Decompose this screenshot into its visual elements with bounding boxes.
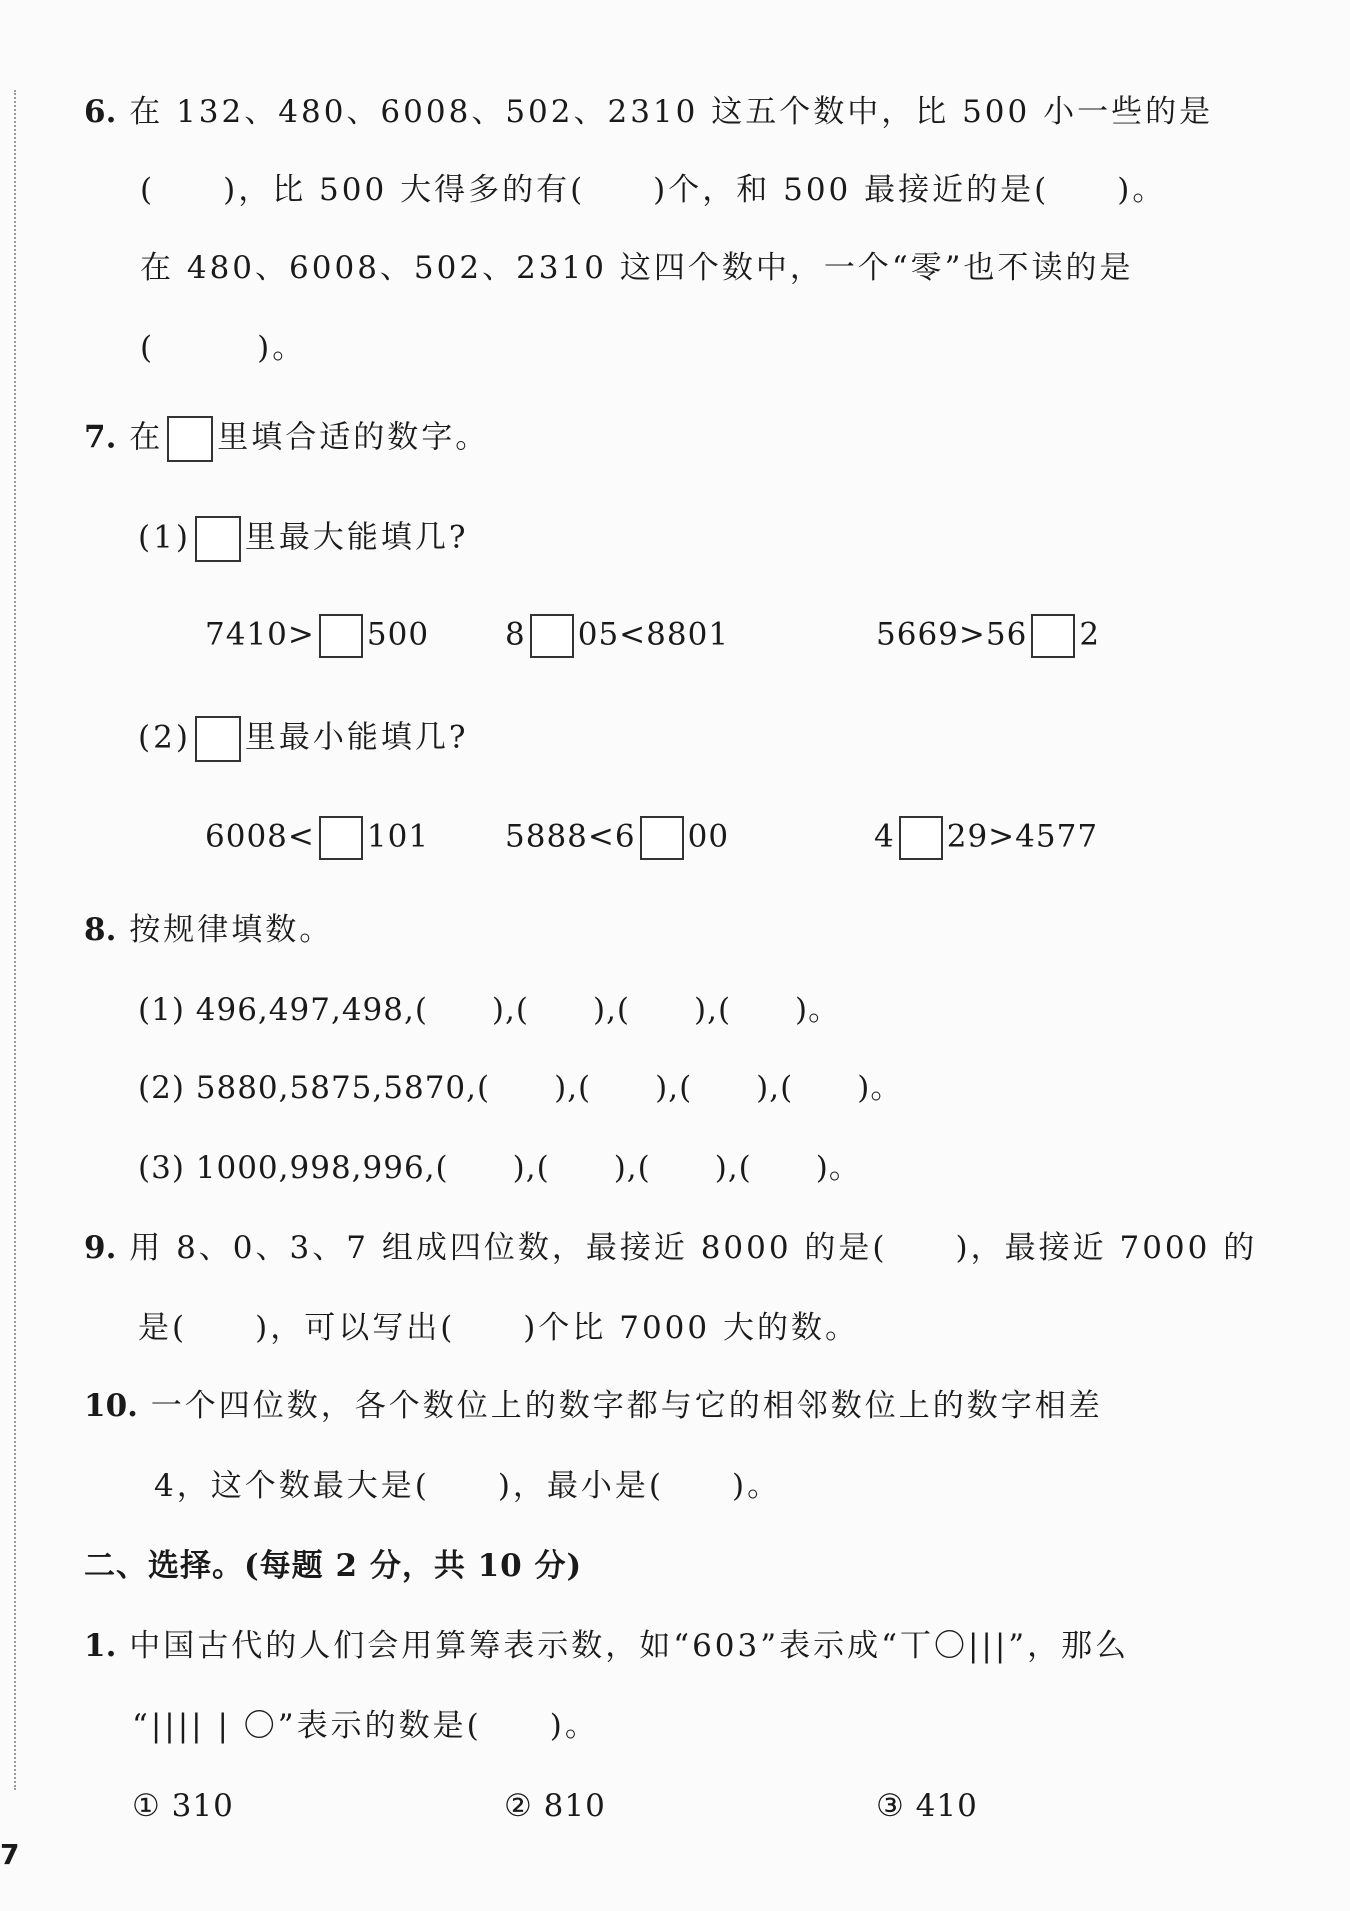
q7-part2-item-1 bbox=[205, 816, 429, 860]
item-right: 500 bbox=[366, 616, 430, 653]
s2q1-line-1 bbox=[84, 1626, 1129, 1666]
q7-part1-item-2 bbox=[505, 614, 729, 658]
margin-dotted-rule bbox=[14, 90, 16, 1790]
q7-part2-text: 里最小能填几? bbox=[244, 719, 469, 756]
item-right: 101 bbox=[366, 818, 430, 855]
answer-box[interactable] bbox=[319, 816, 363, 860]
section-2-title: 二、选择。(每题 2 分，共 10 分) bbox=[84, 1548, 583, 1584]
q7-part1-item-3 bbox=[876, 614, 1100, 658]
q7-number: 7. bbox=[84, 419, 117, 456]
answer-box[interactable] bbox=[530, 614, 574, 658]
s2q1-option-3[interactable]: ③ 410 bbox=[876, 1788, 978, 1824]
item-left: 7410> bbox=[205, 616, 315, 653]
s2q1-text-1: 中国古代的人们会用算筹表示数，如“603”表示成“丅〇|||”，那么 bbox=[129, 1628, 1130, 1664]
q10-line-2: 4，这个数最大是( )，最小是( )。 bbox=[154, 1468, 782, 1504]
item-left: 5669>56 bbox=[876, 616, 1028, 653]
q6-line-3: 在 480、6008、502、2310 这四个数中，一个“零”也不读的是 bbox=[140, 250, 1134, 286]
q7-part1-item-1 bbox=[205, 614, 429, 658]
item-left: 6008< bbox=[205, 818, 315, 855]
q8-sequence-3: (3) 1000,998,996,( ),( ),( ),( )。 bbox=[138, 1150, 861, 1186]
q7-pre: 在 bbox=[129, 419, 164, 456]
answer-box[interactable] bbox=[1031, 614, 1075, 658]
q6-text-1: 在 132、480、6008、502、2310 这五个数中，比 500 小一些的是 bbox=[129, 94, 1214, 130]
fill-box bbox=[195, 716, 241, 762]
q8-sequence-1: (1) 496,497,498,( ),( ),( ),( )。 bbox=[138, 992, 841, 1028]
item-right: 2 bbox=[1079, 616, 1101, 653]
q7-part2-item-3 bbox=[874, 816, 1098, 860]
s2q1-line-2: “|||| | 〇”表示的数是( )。 bbox=[132, 1708, 599, 1744]
answer-box[interactable] bbox=[899, 816, 943, 860]
s2q1-number: 1. bbox=[84, 1628, 117, 1664]
q8-sequence-2: (2) 5880,5875,5870,( ),( ),( ),( )。 bbox=[138, 1070, 903, 1106]
s2q1-option-1[interactable]: ① 310 bbox=[132, 1788, 234, 1824]
q7-line bbox=[84, 416, 489, 462]
q7-part1-label: (1) bbox=[138, 519, 191, 556]
q6-line-1 bbox=[84, 92, 1213, 132]
q7-part1-text: 里最大能填几? bbox=[244, 519, 469, 556]
q7-post: 里填合适的数字。 bbox=[217, 419, 490, 456]
q8-title: 按规律填数。 bbox=[129, 912, 334, 948]
item-left: 5888<6 bbox=[505, 818, 636, 855]
q10-number: 10. bbox=[84, 1388, 138, 1424]
q9-text-1: 用 8、0、3、7 组成四位数，最接近 8000 的是( )，最接近 7000 的 bbox=[129, 1230, 1258, 1266]
q6-line-4: ( )。 bbox=[140, 330, 307, 366]
item-left: 4 bbox=[874, 818, 895, 855]
item-right: 00 bbox=[687, 818, 730, 855]
item-right: 29>4577 bbox=[946, 818, 1099, 855]
q6-line-2: ( )，比 500 大得多的有( )个，和 500 最接近的是( )。 bbox=[140, 172, 1167, 208]
page-number: 7 bbox=[0, 1838, 20, 1871]
fill-box bbox=[167, 416, 213, 462]
fill-box bbox=[195, 516, 241, 562]
q9-number: 9. bbox=[84, 1230, 117, 1266]
q8-line bbox=[84, 910, 333, 950]
answer-box[interactable] bbox=[640, 816, 684, 860]
q7-part1-header bbox=[138, 516, 469, 562]
answer-box[interactable] bbox=[319, 614, 363, 658]
q10-line-1 bbox=[84, 1386, 1103, 1426]
q7-part2-header bbox=[138, 716, 469, 762]
q7-part2-label: (2) bbox=[138, 719, 191, 756]
q8-number: 8. bbox=[84, 912, 117, 948]
q6-number: 6. bbox=[84, 94, 117, 130]
s2q1-option-2[interactable]: ② 810 bbox=[504, 1788, 606, 1824]
q7-part2-item-2 bbox=[505, 816, 729, 860]
item-right: 05<8801 bbox=[577, 616, 730, 653]
item-left: 8 bbox=[505, 616, 526, 653]
q10-text-1: 一个四位数，各个数位上的数字都与它的相邻数位上的数字相差 bbox=[150, 1388, 1103, 1424]
q9-line-2: 是( )，可以写出( )个比 7000 大的数。 bbox=[138, 1310, 859, 1346]
q9-line-1 bbox=[84, 1228, 1257, 1268]
